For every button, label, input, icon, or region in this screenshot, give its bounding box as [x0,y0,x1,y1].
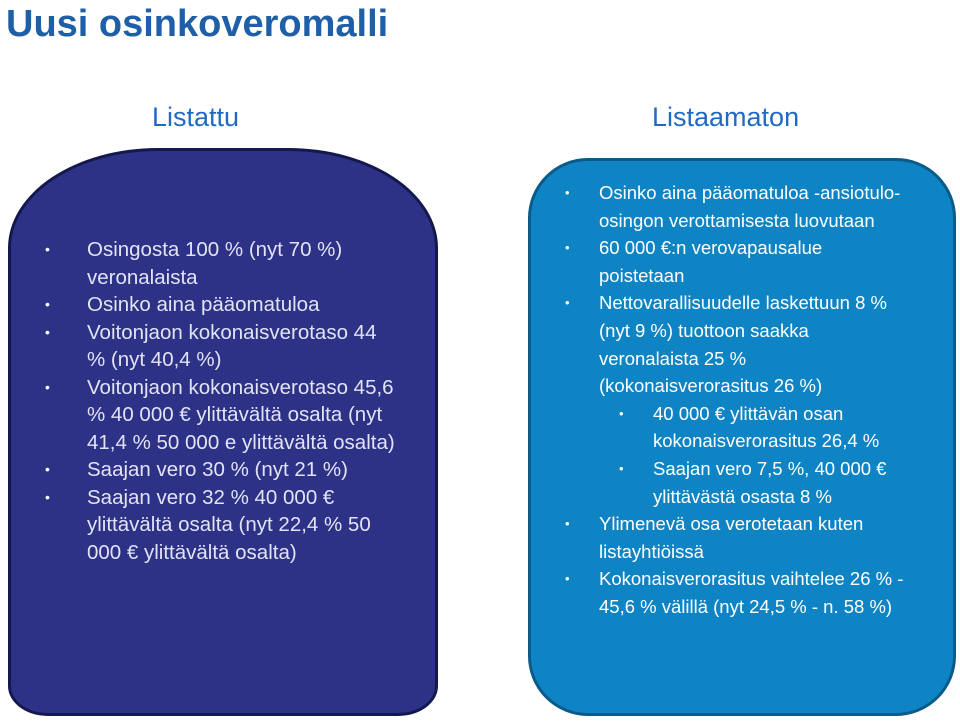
list-item-text: Osinko aina pääomatuloa -ansiotulo-osingon verottamisesta luovutaan [599,182,901,231]
bullet-icon: • [565,240,570,256]
list-item-text: 60 000 €:n verovapausalue poistetaan [599,237,823,286]
list-item [45,236,395,291]
column-heading-listaamaton: Listaamaton [652,102,800,132]
listaamaton-list [561,179,906,621]
list-item-text: Voitonjaon kokonaisverotaso 45,6 % 40 000 € ylittävältä osalta (nyt 41,4 % 50 000 e ylittävältä osalta) [87,375,395,454]
bullet-icon: • [45,241,50,257]
list-item [561,179,906,234]
list-item-text: Nettovarallisuudelle laskettuun 8 % (nyt 9 %) tuottoon saakka veronalaista 25 % (kokonaisverorasitus 26 %) [599,292,887,397]
list-item [561,234,906,289]
list-item-text: Saajan vero 7,5 %, 40 000 € ylittävästä osasta 8 % [653,457,887,507]
listaamaton-card [528,158,956,716]
bullet-icon: • [565,571,570,587]
sub-list-item [561,455,906,510]
list-item-text: Voitonjaon kokonaisverotaso 44 % (nyt 40,4 %) [87,320,377,371]
list-item-text: Saajan vero 30 % (nyt 21 %) [87,458,348,481]
listattu-list [45,236,395,566]
bullet-icon: • [565,185,570,200]
bullet-icon: • [45,488,50,505]
list-item-text: Saajan vero 32 % 40 000 € ylittävältä osalta (nyt 22,4 % 50 000 € ylittävältä osalta) [87,485,371,564]
bullet-icon: • [619,460,624,476]
listattu-card [8,148,438,716]
bullet-icon: • [45,461,50,477]
bullet-icon: • [619,405,624,421]
list-item-text: Osinko aina pääomatuloa [87,293,320,316]
list-item [45,484,395,567]
list-item [561,565,906,620]
bullet-icon: • [45,323,50,340]
list-item [45,319,395,374]
bullet-icon: • [45,296,50,312]
list-item [45,291,395,319]
list-item [45,374,395,457]
list-item [45,456,395,484]
bullet-icon: • [565,295,570,311]
bullet-icon: • [565,516,570,532]
list-item-text: Osingosta 100 % (nyt 70 %) veronalaista [87,238,343,289]
sub-list-item [561,400,906,455]
bullet-icon: • [45,378,50,395]
list-item [561,289,906,399]
list-item [561,510,906,565]
slide-title: Uusi osinkoveromalli [6,3,389,45]
list-item-text: Ylimenevä osa verotetaan kuten listayhtiöissä [599,513,864,562]
column-heading-listattu: Listattu [152,102,240,132]
list-item-text: 40 000 € ylittävän osan kokonaisverorasitus 26,4 % [653,402,880,452]
list-item-text: Kokonaisverorasitus vaihtelee 26 % - 45,6 % välillä (nyt 24,5 % - n. 58 %) [599,568,904,617]
